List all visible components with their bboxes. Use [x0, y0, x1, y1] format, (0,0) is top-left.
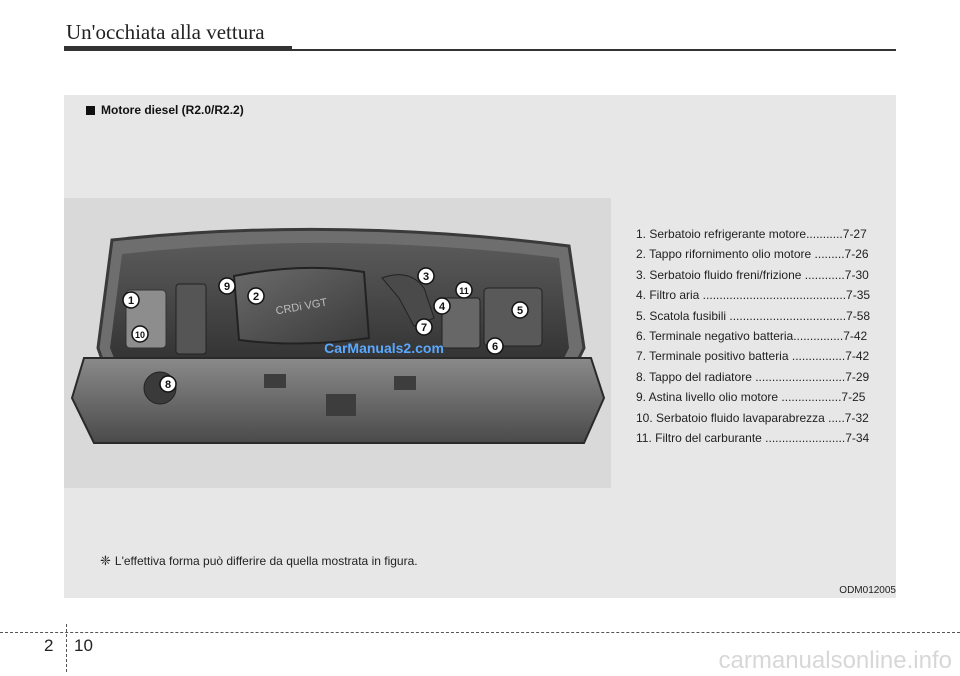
- svg-text:8: 8: [164, 379, 172, 391]
- square-bullet-icon: [86, 106, 95, 115]
- legend-item: 11. Filtro del carburante ........................7-34: [636, 431, 870, 446]
- legend-item: 8. Tappo del radiatore ...........................7-29: [636, 369, 870, 384]
- callout-8: [160, 376, 176, 392]
- watermark-text: CarManuals2.com: [324, 340, 444, 356]
- figure-note: [100, 553, 418, 569]
- footer-divider: [66, 624, 67, 672]
- engine-bay-illustration: [64, 198, 611, 488]
- chapter-number: 2: [44, 636, 54, 655]
- component-legend: [636, 224, 886, 448]
- svg-text:9: 9: [223, 281, 231, 293]
- legend-item: 10. Serbatoio fluido lavaparabrezza .....7-32: [636, 410, 869, 425]
- legend-item: 4. Filtro aria ...........................................7-35: [636, 288, 871, 303]
- legend-item: 1. Serbatoio refrigerante motore...........7-27: [636, 227, 867, 241]
- legend-item: 3. Serbatoio fluido freni/frizione ............7-30: [636, 267, 869, 282]
- figure-code: ODM012005: [839, 585, 896, 596]
- note-asterisk-icon: ❈: [100, 553, 111, 568]
- header-rule-accent: [64, 46, 292, 51]
- callout-9: [219, 278, 235, 294]
- legend-item: 9. Astina livello olio motore ..................7-25: [636, 390, 866, 405]
- callout-5: [512, 302, 528, 318]
- legend-item: 6. Terminale negativo batteria...............7-42: [636, 329, 868, 344]
- legend-item: 2. Tappo rifornimento olio motore .........7-26: [636, 247, 869, 262]
- engine-cover-label: CRDi VGT: [274, 296, 329, 318]
- callout-6: [487, 338, 503, 354]
- page-header-title: Un'occhiata alla vettura: [66, 20, 265, 44]
- header-rule: [292, 49, 896, 51]
- svg-text:4: 4: [438, 301, 446, 313]
- legend-item: 7. Terminale positivo batteria ................7-42: [636, 349, 870, 364]
- engine-bay-photo: [64, 198, 611, 488]
- legend-item: 5. Scatola fusibili ...................................7-58: [636, 308, 871, 323]
- callout-1: [123, 292, 139, 308]
- callout-7: [416, 319, 432, 335]
- callout-10: [132, 326, 148, 342]
- note-text: L'effettiva forma può differire da quella mostrata in figura.: [114, 554, 418, 568]
- callout-2: [248, 288, 264, 304]
- section-heading-text: Motore diesel (R2.0/R2.2): [101, 103, 244, 117]
- svg-text:1: 1: [127, 295, 135, 307]
- svg-text:2: 2: [252, 291, 260, 303]
- site-watermark: carmanualsonline.info: [718, 647, 952, 674]
- page-number: 10: [74, 636, 93, 655]
- svg-text:11: 11: [459, 286, 469, 296]
- footer-rule: [0, 632, 960, 633]
- svg-text:10: 10: [134, 330, 146, 340]
- svg-text:6: 6: [491, 341, 499, 353]
- svg-text:5: 5: [516, 305, 524, 317]
- svg-text:7: 7: [420, 322, 428, 334]
- callout-11: [456, 282, 472, 298]
- svg-text:3: 3: [422, 271, 430, 283]
- section-heading: [86, 103, 244, 117]
- callout-3: [418, 268, 434, 284]
- callout-4: [434, 298, 450, 314]
